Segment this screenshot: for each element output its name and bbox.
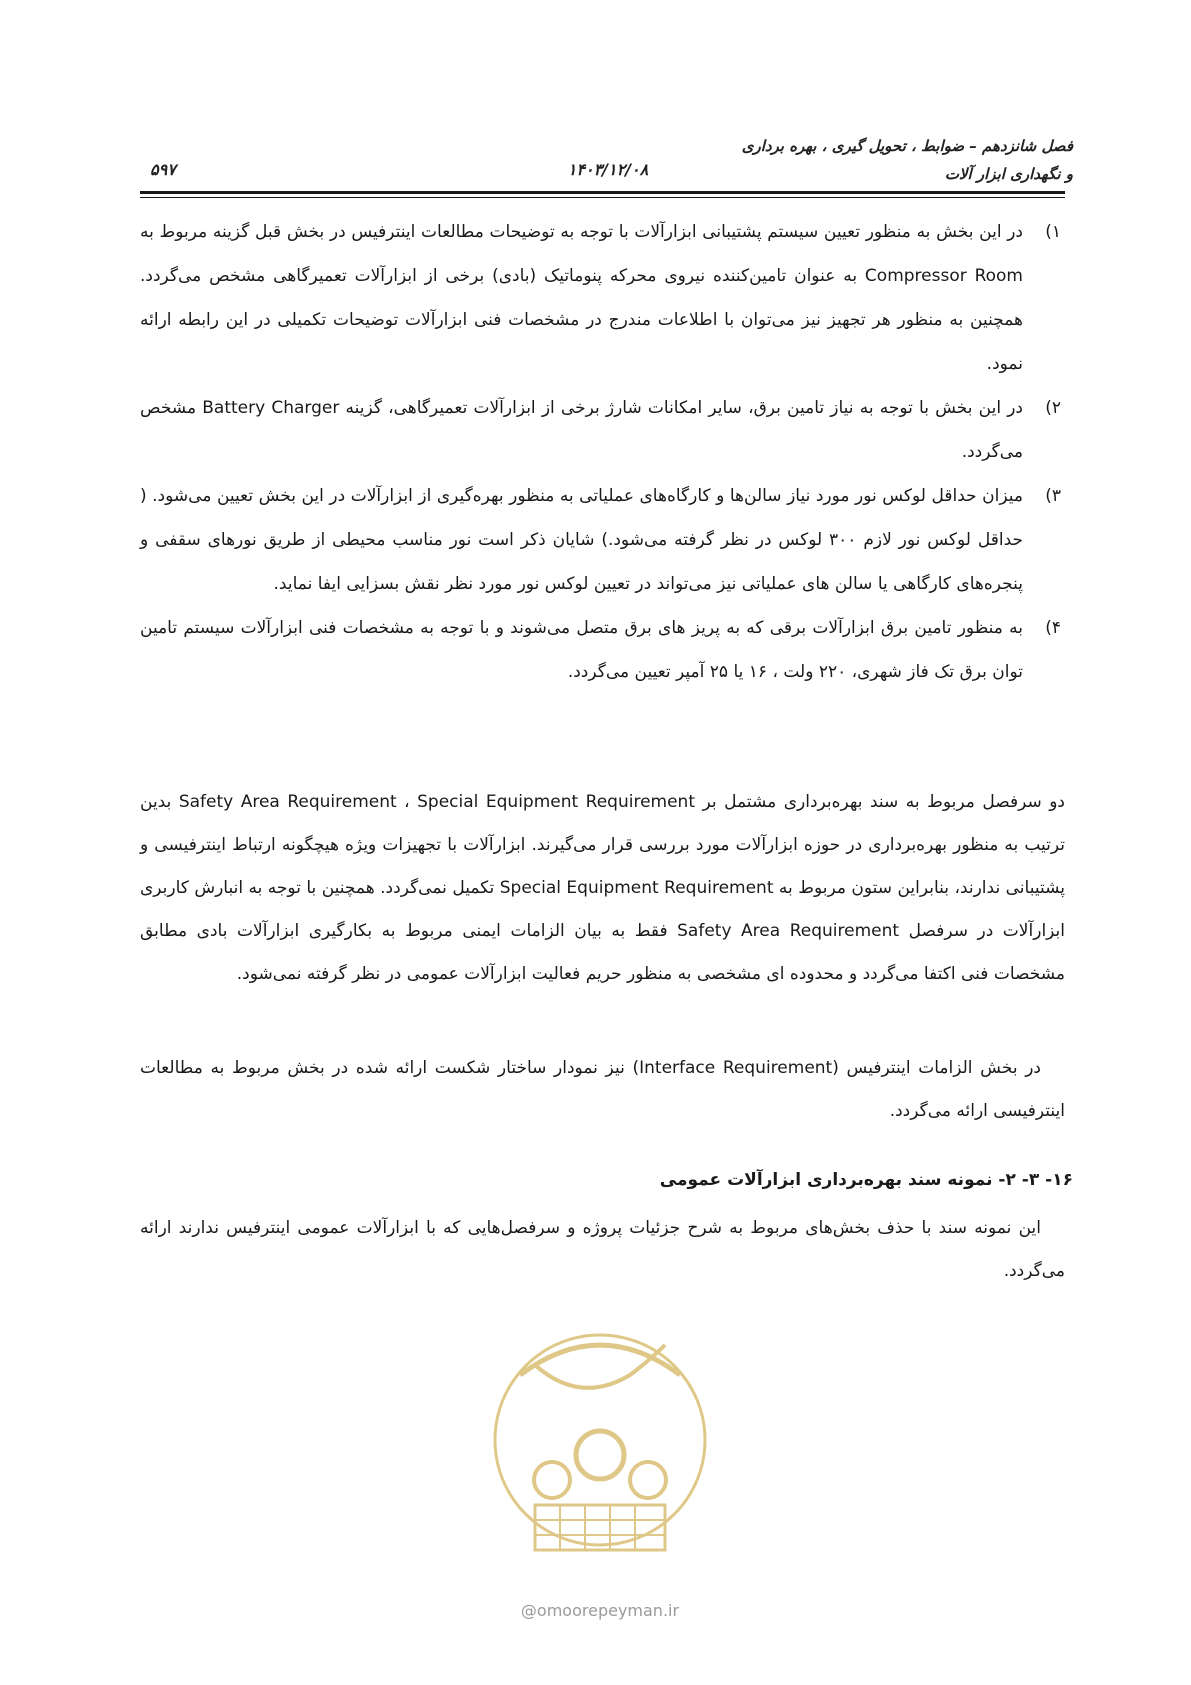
chapter-title-line1: فصل شانزدهم – ضوابط ، تحویل گیری ، بهره برداری — [741, 137, 1073, 155]
chapter-title-line2: و نگهداری ابزار آلات — [944, 165, 1073, 183]
paragraph-sample-document: این نمونه سند با حذف بخش‌های مربوط به شرح جزئیات پروژه و سرفصل‌هایی که با ابزارآلات عمومی اینترفیس ندارند ارائه می‌گردد. — [140, 1218, 1065, 1281]
list-item-text: میزان حداقل لوکس نور مورد نیاز سالن‌ها و کارگاه‌های عملیاتی به منظور بهره‌گیری از ابزارآلات در این بخش تعیین می‌شود. ( حداقل لوکس نور لازم ۳۰۰ لوکس در نظر گرفته می‌شود.) شایان ذکر است نور مناسب محیطی از طریق نورهای سقفی و پنجره‌های کارگاهی یا سالن های عملیاتی نیز می‌تواند در تعیین لوکس نور مورد نظر نقش بسزایی ایفا نماید. — [140, 486, 1024, 594]
section-heading: ۱۶- ۳- ۲- نمونه سند بهره‌برداری ابزارآلات عمومی — [659, 1170, 1073, 1190]
paragraph-interface-requirement: در بخش الزامات اینترفیس (Interface Requirement) نیز نمودار ساختار شکست ارائه شده در بخش مربوط به مطالعات اینترفیسی ارائه می‌گردد. — [140, 1058, 1065, 1121]
list-item-text: در این بخش با توجه به نیاز تامین برق، سایر امکانات شارژ برخی از ابزارآلات تعمیرگاهی، گزینه Battery Charger مشخص می‌گردد. — [140, 398, 1023, 462]
header-rule-thin — [140, 197, 1065, 198]
page-number: ۵۹۷ — [150, 160, 176, 179]
paragraph-operation-document: دو سرفصل مربوط به سند بهره‌برداری مشتمل بر Safety Area Requirement ، Special Equipment Requirement بدین ترتیب به منظور بهره‌برداری در حوزه ابزارآلات مورد بررسی قرار می‌گیرند. ابزارآلات با تجهیزات ویژه هیچگونه ارتباط اینترفیسی و پشتیبانی ندارند، بنابراین ستون مربوط به Special Equipment Requirement تکمیل نمی‌گردد. همچنین با توجه به انبارش کاربری ابزارآلات در سرفصل Safety Area Requirement فقط به بیان الزامات ایمنی مربوط به بکارگیری ابزارآلات بادی مطابق مشخصات فنی اکتفا می‌گردد و محدوده ای مشخصی به منظور حریم فعالیت ابزارآلات عمومی در نظر گرفته نمی‌شود. — [140, 792, 1065, 984]
list-item-text: به منظور تامین برق ابزارآلات برقی که به پریز های برق متصل می‌شوند و با توجه به مشخصات فنی ابزارآلات سیستم تامین توان برق تک فاز شهری، ۲۲۰ ولت ، ۱۶ یا ۲۵ آمپر تعیین می‌گردد. — [140, 618, 1023, 682]
numbered-list — [140, 210, 1065, 694]
omoor-peyman-logo — [480, 1305, 720, 1595]
logo-url: @omoorepeyman.ir — [520, 1601, 680, 1620]
list-item — [140, 606, 1065, 694]
header-date: ۱۴۰۳/۱۲/۰۸ — [567, 160, 649, 179]
list-item — [140, 474, 1065, 606]
list-item — [140, 386, 1065, 474]
list-item-number: ۲) — [1045, 398, 1061, 418]
chapter-title — [653, 132, 1073, 188]
header-rule-thick — [140, 191, 1065, 194]
list-item-number: ۱) — [1045, 222, 1061, 242]
list-item — [140, 210, 1065, 386]
list-item-number: ۳) — [1045, 486, 1061, 506]
list-item-number: ۴) — [1045, 618, 1061, 638]
list-item-text: در این بخش به منظور تعیین سیستم پشتیبانی ابزارآلات با توجه به توضیحات مطالعات اینترفیس در بخش قبل گزینه مربوط به Compressor Room به عنوان تامین‌کننده نیروی محرکه پنوماتیک (بادی) برخی از ابزارآلات تعمیرگاهی مشخص می‌گردد. همچنین به منظور هر تجهیز نیز می‌توان با اطلاعات مندرج در مشخصات فنی ابزارآلات توضیحات تکمیلی در این رابطه ارائه نمود. — [140, 222, 1023, 374]
